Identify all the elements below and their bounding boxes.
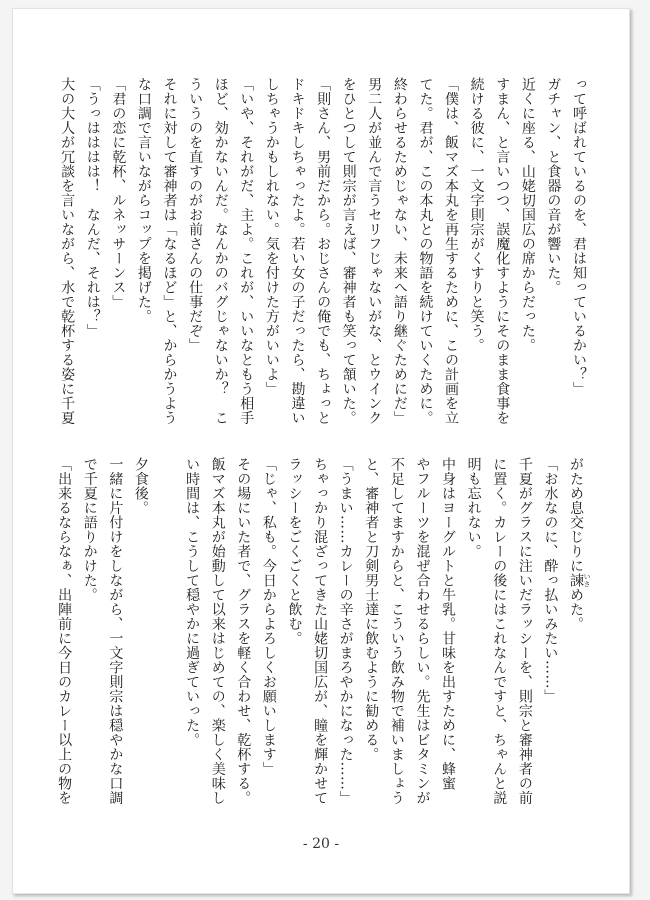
text-line xyxy=(153,457,179,782)
text-line: 「うっはははは！ なんだ、それは？」 xyxy=(84,77,101,338)
text-line: 終わらせるためじゃない、未来へ語り継ぐためにだ」 xyxy=(391,77,408,425)
text-line: それに対して審神者は「なるほど」と、からかうよう xyxy=(161,77,178,425)
book-page xyxy=(12,8,630,894)
text-line: 一緒に片付けをしながら、一文字則宗は穏やかな口調 xyxy=(107,457,124,805)
text-line: 続ける彼に、一文字則宗がくすりと笑う。 xyxy=(468,77,485,353)
text-line: って呼ばれているのを、君は知っているかい？」 xyxy=(571,77,587,396)
text-line: 「いや、それがだ、主よ。これが、いいなともう相手 xyxy=(238,77,255,425)
text-line: 中身はヨーグルトと牛乳。甘味を出すために、蜂蜜 xyxy=(440,457,457,791)
text-line: 飯マズ本丸が始動して以来はじめての、楽しく美味し xyxy=(209,457,226,805)
text-line: 大の大人が冗談を言いながら、水で乾杯する姿に千夏 xyxy=(59,77,76,425)
text-line: な口調で言いながらコップを掲げた。 xyxy=(135,77,152,324)
text-line: に置く。カレーの後にはこれなんですと、ちゃんと説 xyxy=(491,457,508,805)
text-line: 「じゃ、私も。今日からよろしくお願いします」 xyxy=(260,457,277,776)
text-line: ドキドキしちゃったよ。若い女の子だったら、勘違い xyxy=(289,77,306,425)
text-line: すまん、と言いつつ、誤魔化すようにそのまま食事を xyxy=(494,77,511,425)
text-line: やフルーツを混ぜ合わせるらしい。先生はビタミンが xyxy=(414,457,431,805)
text-line: 明も忘れない。 xyxy=(465,457,482,559)
page-number: - 20 - xyxy=(302,836,340,852)
text-line: 千夏がグラスに注いだラッシーを、則宗と審神者の前 xyxy=(516,457,533,805)
text-line: 「うまい……カレーの辛さがまろやかになった……」 xyxy=(337,457,354,805)
text-line: い時間は、こうして穏やかに過ぎていった。 xyxy=(184,457,201,747)
text-line: その場にいた者で、グラスを軽く合わせ、乾杯する。 xyxy=(235,457,252,805)
text-line: 近くに座る、山姥切国広の席からだった。 xyxy=(519,77,536,353)
text-line: ういうのを直すのがお前さんの仕事だぞ」 xyxy=(187,77,204,353)
text-line: ガチャン、と食器の音が響いた。 xyxy=(545,77,562,295)
text-line: で千夏に語りかけた。 xyxy=(81,457,98,602)
lower-text-block xyxy=(51,457,591,805)
text-line: 「僕は、飯マズ本丸を再生するために、この計画を立 xyxy=(443,77,460,425)
text-line: ほど、効かないんだ。なんかのバグじゃないか？ こ xyxy=(212,77,229,425)
text-line: ちゃっかり混ざってきた山姥切国広が、瞳を輝かせて xyxy=(312,457,329,805)
text-line: 「君の恋に乾杯、ルネッサーンス」 xyxy=(110,77,127,309)
text-line: 夕食後。 xyxy=(132,457,149,515)
text-line: をひとつして則宗が言えば、審神者も笑って頷いた。 xyxy=(340,77,357,425)
ruby-annotation: 諫 いさ xyxy=(568,572,591,588)
text-line: 不足してますからと、こういう飲み物で補いましょう xyxy=(388,457,405,805)
text-line: 「出来るならなぁ、出陣前に今日のカレー以上の物を xyxy=(56,457,73,805)
text-line: てた。君が、この本丸との物語を続けていくために。 xyxy=(417,77,434,425)
text-line: 男二人が並んで言うセリフじゃないがな、とウインク xyxy=(366,77,383,425)
text-line: と、審神者と刀剣男士達に飲むように勧める。 xyxy=(363,457,380,762)
text-line: がため息交じりに諫 いさめた。 xyxy=(568,457,591,631)
text-line: 「お水なのに、酔っ払いみたい……」 xyxy=(542,457,559,704)
upper-text-block xyxy=(54,77,591,425)
text-line: しちゃうかもしれない。気を付けた方がいいよ」 xyxy=(263,77,280,396)
text-line: ラッシーをごくごくと飲む。 xyxy=(286,457,303,646)
text-line: 「則さん、男前だから。おじさんの俺でも、ちょっと xyxy=(315,77,332,425)
